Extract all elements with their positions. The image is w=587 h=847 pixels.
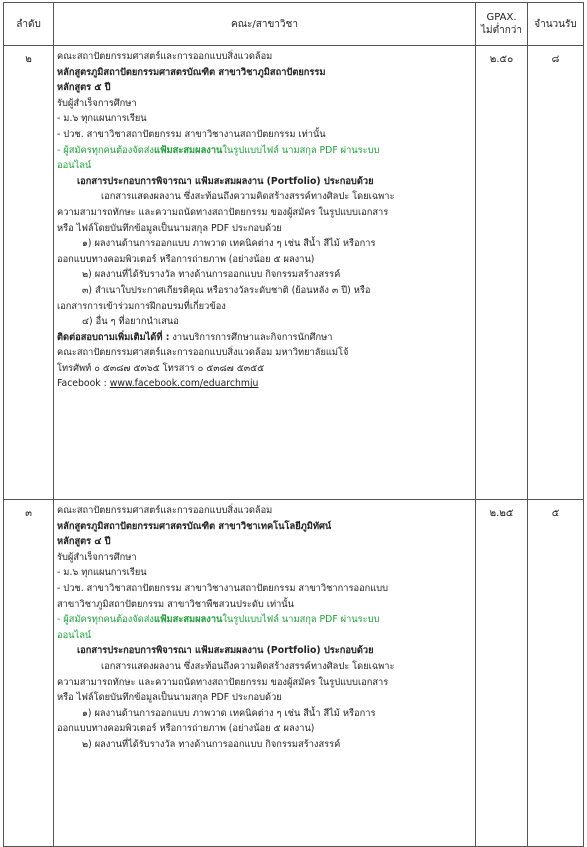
- qualification-2: - ปวช. สาขาวิชาสถาปัตยกรรม สาขาวิชางานสถาปัตยกรรม เท่านั้น: [57, 128, 326, 140]
- qualification-1: - ม.๖ ทุกแผนการเรียน: [57, 113, 147, 125]
- portfolio-note: [57, 143, 472, 159]
- portfolio-note-pre: - ผู้สมัครทุกคนต้องจัดส่ง: [57, 614, 154, 626]
- row-quota: ๘: [528, 46, 584, 500]
- doc-para-2: ความสามารถทักษะ และความถนัดทางสถาปัตยกรรม ของผู้สมัคร ในรูปแบบเอกสาร: [57, 206, 389, 218]
- facebook-line: [57, 376, 472, 392]
- contact-phone: โทรศัพท์ ๐ ๕๓๘๗ ๕๓๖๕ โทรสาร ๐ ๕๓๘๗ ๕๓๕๕: [57, 362, 265, 374]
- doc-item-3a: ๓) สำเนาใบประกาศเกียรติคุณ หรือรางวัลระดับชาติ (ย้อนหลัง ๓ ปี) หรือ: [82, 284, 371, 296]
- doc-item-1a: ๑) ผลงานด้านการออกแบบ ภาพวาด เทคนิคต่าง ๆ เช่น สีน้ำ สีไม้ หรือการ: [82, 707, 376, 719]
- portfolio-note-post: ในรูปแบบไฟล์ นามสกุล PDF ผ่านระบบ: [222, 144, 380, 156]
- header-quota: จำนวนรับ: [528, 3, 584, 46]
- qualification-2: - ปวช. สาขาวิชาสถาปัตยกรรม สาขาวิชางานสถาปัตยกรรม สาขาวิชาการออกแบบ: [57, 582, 389, 594]
- row-detail: [54, 500, 476, 847]
- doc-item-1b: ออกแบบทางคอมพิวเตอร์ หรือการถ่ายภาพ (อย่างน้อย ๕ ผลงาน): [57, 253, 315, 265]
- doc-item-3b: เอกสารการเข้าร่วมการฝึกอบรมที่เกี่ยวข้อง: [57, 300, 226, 312]
- doc-para-3: หรือ ไฟล์โดยบันทึกข้อมูลเป็นนามสกุล PDF ประกอบด้วย: [57, 222, 282, 234]
- program-duration: หลักสูตร ๔ ปี: [57, 536, 111, 548]
- faculty-name: คณะสถาปัตยกรรมศาสตร์และการออกแบบสิ่งแวดล้อม: [57, 51, 273, 62]
- program-duration: หลักสูตร ๕ ปี: [57, 82, 111, 94]
- header-gpax: [476, 3, 528, 46]
- portfolio-note-cont: ออนไลน์: [57, 160, 92, 172]
- row-quota: ๕: [528, 500, 584, 847]
- doc-para-1: เอกสารแสดงผลงาน ซึ่งสะท้อนถึงความคิดสร้างสรรค์ทางศิลปะ โดยเฉพาะ: [101, 660, 395, 672]
- doc-item-1b: ออกแบบทางคอมพิวเตอร์ หรือการถ่ายภาพ (อย่างน้อย ๕ ผลงาน): [57, 723, 315, 735]
- row-gpax: ๒.๒๕: [476, 500, 528, 847]
- doc-item-4: ๔) อื่น ๆ ที่อยากนำเสนอ: [82, 316, 179, 328]
- table-row: [4, 500, 584, 847]
- contact-office: งานบริการการศึกษาและกิจการนักศึกษา: [169, 331, 333, 343]
- doc-para-3: หรือ ไฟล์โดยบันทึกข้อมูลเป็นนามสกุล PDF ประกอบด้วย: [57, 692, 282, 704]
- header-order: ลำดับ: [4, 3, 54, 46]
- facebook-label: Facebook :: [57, 378, 110, 390]
- portfolio-note-post: ในรูปแบบไฟล์ นามสกุล PDF ผ่านระบบ: [222, 614, 380, 626]
- accept-label: รับผู้สำเร็จการศึกษา: [57, 97, 137, 109]
- row-number: ๒: [4, 46, 54, 500]
- doc-para-1: เอกสารแสดงผลงาน ซึ่งสะท้อนถึงความคิดสร้างสรรค์ทางศิลปะ โดยเฉพาะ: [101, 191, 395, 203]
- faculty-name: คณะสถาปัตยกรรมศาสตร์และการออกแบบสิ่งแวดล้อม: [57, 505, 273, 516]
- qualification-1: - ม.๖ ทุกแผนการเรียน: [57, 567, 147, 579]
- doc-item-2: ๒) ผลงานที่ได้รับรางวัล ทางด้านการออกแบบ กิจกรรมสร้างสรรค์: [82, 738, 341, 750]
- header-gpax-label: GPAX.: [486, 12, 517, 23]
- portfolio-note-cont: ออนไลน์: [57, 629, 92, 641]
- contact-label: ติดต่อสอบถามเพิ่มเติมได้ที่ :: [57, 331, 170, 343]
- doc-title: เอกสารประกอบการพิจารณา แฟ้มสะสมผลงาน (Portfolio) ประกอบด้วย: [77, 175, 374, 187]
- doc-title: เอกสารประกอบการพิจารณา แฟ้มสะสมผลงาน (Portfolio) ประกอบด้วย: [77, 645, 374, 657]
- admission-table: [3, 2, 584, 847]
- portfolio-note-bold: แฟ้มสะสมผลงาน: [153, 614, 223, 626]
- doc-item-1a: ๑) ผลงานด้านการออกแบบ ภาพวาด เทคนิคต่าง ๆ เช่น สีน้ำ สีไม้ หรือการ: [82, 238, 376, 250]
- table-row: [4, 46, 584, 500]
- contact-line: [57, 330, 472, 346]
- program-name: หลักสูตรภูมิสถาปัตยกรรมศาสตรบัณฑิต สาขาวิชาเทคโนโลยีภูมิทัศน์: [57, 520, 332, 532]
- portfolio-note-bold: แฟ้มสะสมผลงาน: [153, 144, 223, 156]
- program-name: หลักสูตรภูมิสถาปัตยกรรมศาสตรบัณฑิต สาขาวิชาภูมิสถาปัตยกรรม: [57, 66, 326, 78]
- header-row: [4, 3, 584, 46]
- row-detail: [54, 46, 476, 500]
- doc-item-2: ๒) ผลงานที่ได้รับรางวัล ทางด้านการออกแบบ กิจกรรมสร้างสรรค์: [82, 269, 341, 281]
- qualification-3: สาขาวิชาภูมิสถาปัตยกรรม สาขาวิชาพืชสวนประดับ เท่านั้น: [57, 598, 295, 610]
- header-gpax-min: ไม่ต่ำกว่า: [480, 25, 522, 36]
- row-number: ๓: [4, 500, 54, 847]
- doc-para-2: ความสามารถทักษะ และความถนัดทางสถาปัตยกรรม ของผู้สมัคร ในรูปแบบเอกสาร: [57, 676, 389, 688]
- row-gpax: ๒.๕๐: [476, 46, 528, 500]
- contact-faculty: คณะสถาปัตยกรรมศาสตร์และการออกแบบสิ่งแวดล้อม มหาวิทยาลัยแม่โจ้: [57, 347, 349, 359]
- header-faculty: คณะ/สาขาวิชา: [54, 3, 476, 46]
- accept-label: รับผู้สำเร็จการศึกษา: [57, 551, 137, 563]
- facebook-link[interactable]: www.facebook.com/eduarchmju: [109, 378, 259, 390]
- portfolio-note-pre: - ผู้สมัครทุกคนต้องจัดส่ง: [57, 144, 154, 156]
- portfolio-note: [57, 612, 472, 628]
